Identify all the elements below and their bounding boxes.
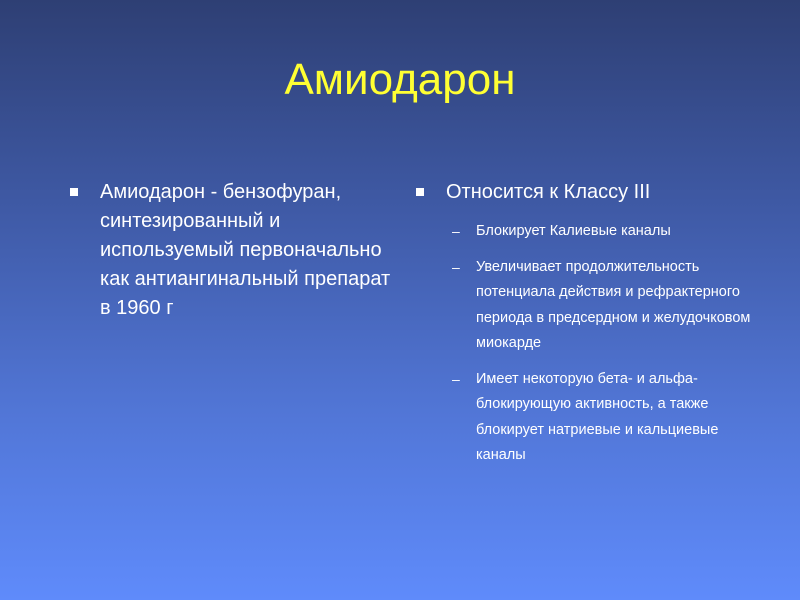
square-bullet-icon xyxy=(416,188,424,196)
bullet-item xyxy=(68,178,398,323)
sub-bullet-text: Увеличивает продолжительность потенциала действия и рефрактерного периода в предсердном и желудочковом миокарде xyxy=(476,258,751,351)
bullet-text: Относится к Классу III xyxy=(446,181,651,203)
sub-bullet-item xyxy=(414,219,754,245)
dash-bullet-icon: – xyxy=(452,370,460,387)
bullet-item xyxy=(414,178,754,207)
sub-bullet-list xyxy=(414,219,754,469)
square-bullet-icon xyxy=(70,188,78,196)
sub-bullet-text: Имеет некоторую бета- и альфа-блокирующую активность, а также блокирует натриевые и кальциевые каналы xyxy=(476,370,719,463)
dash-bullet-icon: – xyxy=(452,223,460,239)
dash-bullet-icon: – xyxy=(452,258,460,275)
sub-bullet-text: Блокирует Калиевые каналы xyxy=(476,223,671,239)
sub-bullet-item xyxy=(414,367,754,469)
right-column xyxy=(414,178,754,479)
sub-bullet-item xyxy=(414,255,754,357)
slide-title: Амиодарон xyxy=(284,55,516,104)
left-column xyxy=(68,178,398,323)
bullet-text: Амиодарон - бензофуран, синтезированный и используемый первоначально как антиангинальный препарат в 1960 г xyxy=(100,181,391,319)
